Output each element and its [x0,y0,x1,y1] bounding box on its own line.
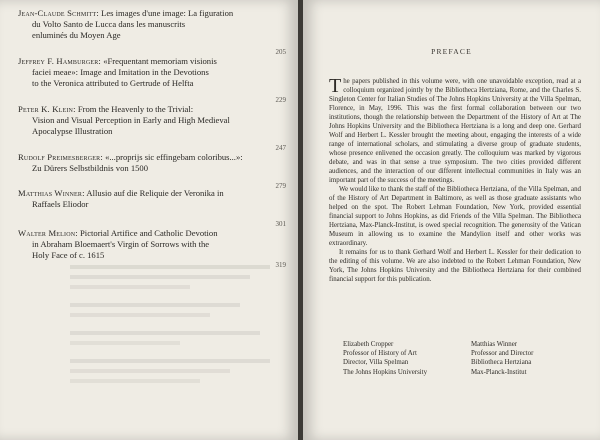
toc-title: «Frequentant memoriam visionis [103,56,217,66]
signature-line: Elizabeth Cropper [343,341,394,348]
toc-entry [18,228,288,269]
left-page [0,0,298,440]
show-through-text [70,262,280,389]
signature-line: Professor and Director [471,350,534,358]
toc-page-number: 229 [275,96,286,104]
preface-paragraph: It remains for us to thank Gerhard Wolf and Herbert L. Kessler for their dedication to the editing of this volume. We are also indebted to the Robert Lehman Foundation, New York, The Johns Hopkins University and the Bibliotheca Hertziana for their combined financial support for this publication. [329,249,581,283]
toc-title-cont: to the Veronica attributed to Gertrude of Helfta [32,78,194,88]
paragraph-text: he papers published in this volume were, with one unavoidable exception, read at a colloquium organized jointly by the Bibliotheca Hertziana, Rome, and the Charles S. Singleton Center for Italian Studies of The Johns Hopkins University at the Villa Spelman, Florence, in May, 1996. This was the first formal collaboration between our two institutions, though the relationship between the Department of the History of Art at The Johns Hopkins University and the Bibliotheca Hertziana is a long and deep one. Gerhard Wolf and Herbert L. Kessler brought the meeting about, engaging the interests of a wide range of international scholars, and stimulating a diverse group of graduate students, whose presence enlivened the occasion greatly. The colloquium was marked by vigorous debate, and was in that sense a true symposium. The two cities provided different audiences, and the interaction of our different intellectual communities in Italy was an important part of the success of the meetings. [329,78,581,184]
toc-title-cont: du Volto Santo de Lucca dans les manuscrits [32,19,186,29]
toc-title: Les images d'une image: La figuration [101,8,234,18]
toc-title-cont: Holy Face of c. 1615 [32,250,105,260]
signature-line: Director, Villa Spelman [343,359,409,367]
preface-paragraph [329,77,581,185]
toc-entry [18,8,288,56]
signature-line: The Johns Hopkins University [343,368,428,376]
preface-heading: PREFACE [431,47,472,56]
right-page [303,0,600,440]
toc-author: Jeffrey F. Hamburger: [18,56,102,66]
toc-author: Matthias Winner: [18,188,85,198]
toc-entry [18,56,288,104]
signature-line: Max-Planck-Institut [471,368,527,376]
toc-title-cont: Zu Dürers Selbstbildnis von 1500 [32,163,149,173]
preface-body [329,77,581,284]
toc-author: Peter K. Klein: [18,104,76,114]
toc-title-cont: Apocalypse Illustration [32,126,113,136]
toc-title-cont: Vision and Visual Perception in Early and High Medieval [32,115,230,125]
signature-line: Bibliotheca Hertziana [471,359,532,367]
toc-page-number: 205 [275,48,286,56]
toc-entry [18,188,288,228]
preface-paragraph: We would like to thank the staff of the Bibliotheca Hertziana, of the Villa Spelman, and of the History of Art Department in Baltimore, as well as those graduate assistants who helped on the spot. The Robert Lehman Foundation, New York, provided essential financial support to Johns Hopkins, as did Friends of the Villa Spelman. The Bibliotheca Hertziana, Max-Planck-Institut, is owed special recognition. The generosity of the Vatican Museum in allowing us to examine the Mandylion itself and other works was extraordinary. [329,186,581,247]
toc-title-cont: Raffaels Eliodor [32,199,89,209]
toc-author: Rudolf Preimesberger: [18,152,103,162]
toc-title: «...proprijs sic effingebam coloribus...»: [105,152,243,162]
toc-page-number: 301 [275,220,286,228]
drop-cap: T [329,75,342,97]
toc-entry [18,104,288,152]
toc-page-number: 319 [275,261,286,269]
toc-author: Walter Melion: [18,228,78,238]
toc-title: From the Heavenly to the Trivial: [77,104,194,114]
signature-left [343,340,427,377]
signature-line: Matthias Winner [471,341,518,348]
toc-page-number: 279 [275,182,286,190]
toc-author: Jean-Claude Schmitt: [18,8,99,18]
signature-right [471,340,533,377]
toc-page-number: 247 [275,144,286,152]
signature-line: Professor of History of Art [343,350,417,358]
toc-title-cont: enluminés du Moyen Age [32,30,121,40]
toc-title-cont: faciei meae»: Image and Imitation in the Devotions [32,67,209,77]
toc-title: Pictorial Artifice and Catholic Devotion [80,228,218,238]
toc-title: Allusio auf die Reliquie der Veronika in [86,188,224,198]
toc-title-cont: in Abraham Bloemaert's Virgin of Sorrows with the [32,239,210,249]
toc-entry [18,152,288,190]
